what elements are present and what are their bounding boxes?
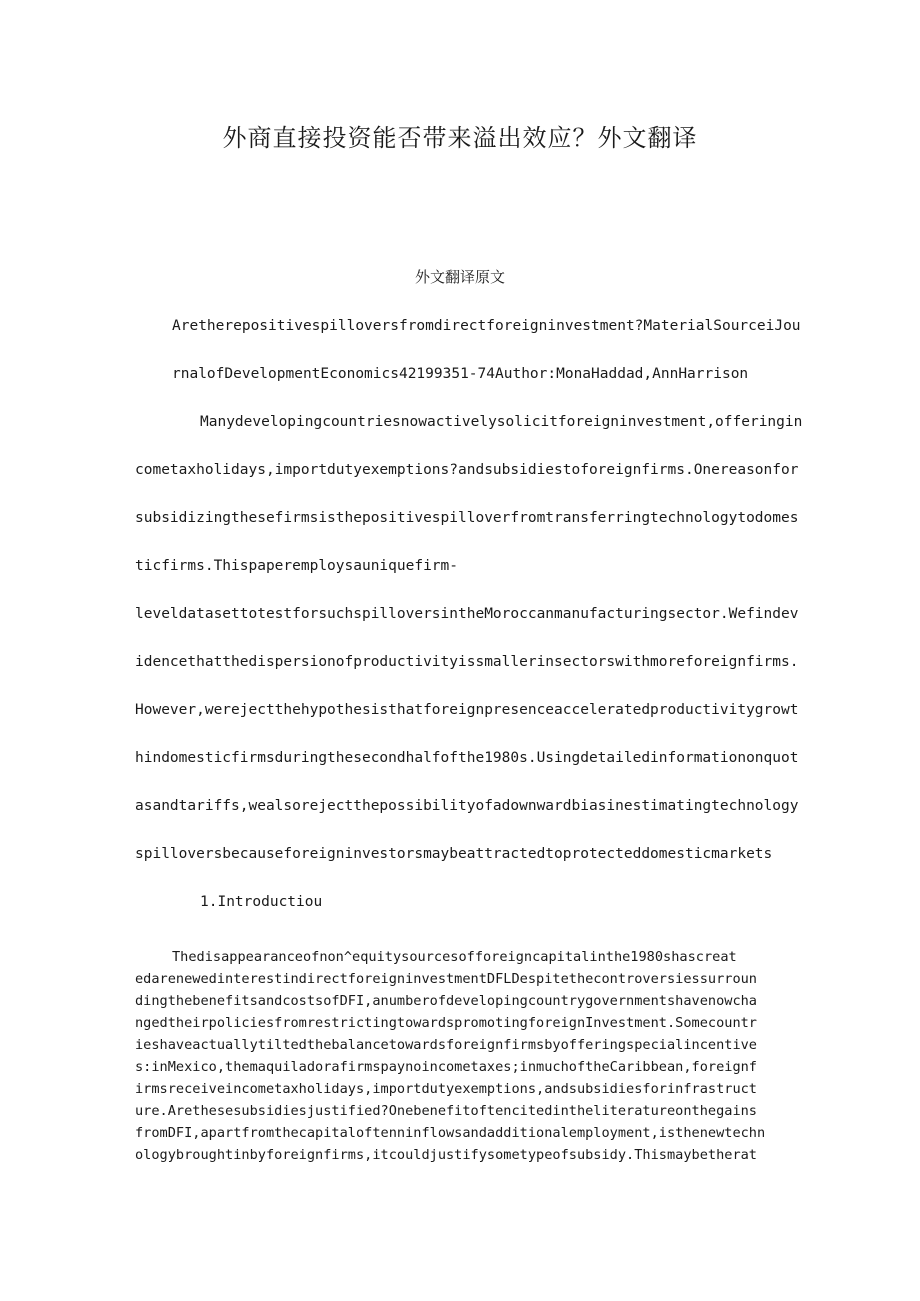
abstract-line-text: asandtariffs,wealsorejectthepossibilityofadownwardbiasinestimatingtechnology bbox=[135, 798, 799, 814]
abstract-line-text: ticfirms.Thispaperemploysauniquefirm- bbox=[135, 558, 459, 574]
intro-line: ologybroughtinbyforeignfirms,itcouldjustifysometypeofsubsidy.Thismaybetherat bbox=[135, 1147, 757, 1163]
abstract-line-text: subsidizingthesefirmsisthepositivespilloverfromtransferringtechnologytodomes bbox=[135, 510, 799, 526]
abstract-line-text: cometaxholidays,importdutyexemptions?andsubsidiestoforeignfirms.Onereasonfor bbox=[135, 462, 799, 478]
source-line-text: Aretherepositivespilloversfromdirectforeigninvestment?MaterialSourceiJou bbox=[172, 318, 801, 334]
abstract-line-text: Manydevelopingcountriesnowactivelysolicitforeigninvestment,offeringin bbox=[200, 414, 803, 430]
intro-line: edarenewedinterestindirectforeigninvestmentDFLDespitethecontroversiessurroun bbox=[135, 971, 757, 987]
intro-line: fromDFI,apartfromthecapitaloftenninflowsandadditionalemployment,isthenewtechn bbox=[135, 1125, 766, 1141]
document-subtitle: 外文翻译原文 bbox=[414, 268, 505, 286]
abstract-line-text: leveldatasettotestforsuchspilloversintheMoroccanmanufacturingsector.Wefindev bbox=[135, 606, 799, 622]
document-title: 外商直接投资能否带来溢出效应？外文翻译 bbox=[222, 124, 698, 152]
intro-line: s:inMexico,themaquiladorafirmspaynoincometaxes;inmuchoftheCaribbean,foreignf bbox=[135, 1059, 757, 1075]
intro-line: dingthebenefitsandcostsofDFI,anumberofdevelopingcountrygovernmentshavenowcha bbox=[135, 993, 757, 1009]
intro-line: ure.Arethesesubsidiesjustified?Onebenefitoftencitedintheliteratureonthegains bbox=[135, 1103, 757, 1119]
abstract-line-text: However,werejectthehypothesisthatforeignpresenceacceleratedproductivitygrowt bbox=[135, 702, 799, 718]
abstract-line-text: hindomesticfirmsduringthesecondhalfofthe1980s.Usingdetailedinformationonquot bbox=[135, 750, 799, 766]
section-heading: 1.Introductiou bbox=[200, 894, 323, 910]
intro-line: ieshaveactuallytiltedthebalancetowardsforeignfirmsbyofferingspecialincentive bbox=[135, 1037, 757, 1053]
abstract-line-text: spilloversbecauseforeigninvestorsmaybeattractedtoprotecteddomesticmarkets bbox=[135, 846, 773, 862]
intro-line: ngedtheirpoliciesfromrestrictingtowardspromotingforeignInvestment.Somecountr bbox=[135, 1015, 757, 1031]
abstract-line-text: idencethatthedispersionofproductivityissmallerinsectorswithmoreforeignfirms. bbox=[135, 654, 799, 670]
intro-line: Thedisappearanceofnon^equitysourcesofforeigncapitalinthe1980shascreat bbox=[172, 949, 737, 965]
intro-line: irmsreceiveincometaxholidays,importdutyexemptions,andsubsidiesforinfrastruct bbox=[135, 1081, 757, 1097]
source-line-text: rnalofDevelopmentEconomics42199351-74Author:MonaHaddad,AnnHarrison bbox=[172, 366, 749, 382]
